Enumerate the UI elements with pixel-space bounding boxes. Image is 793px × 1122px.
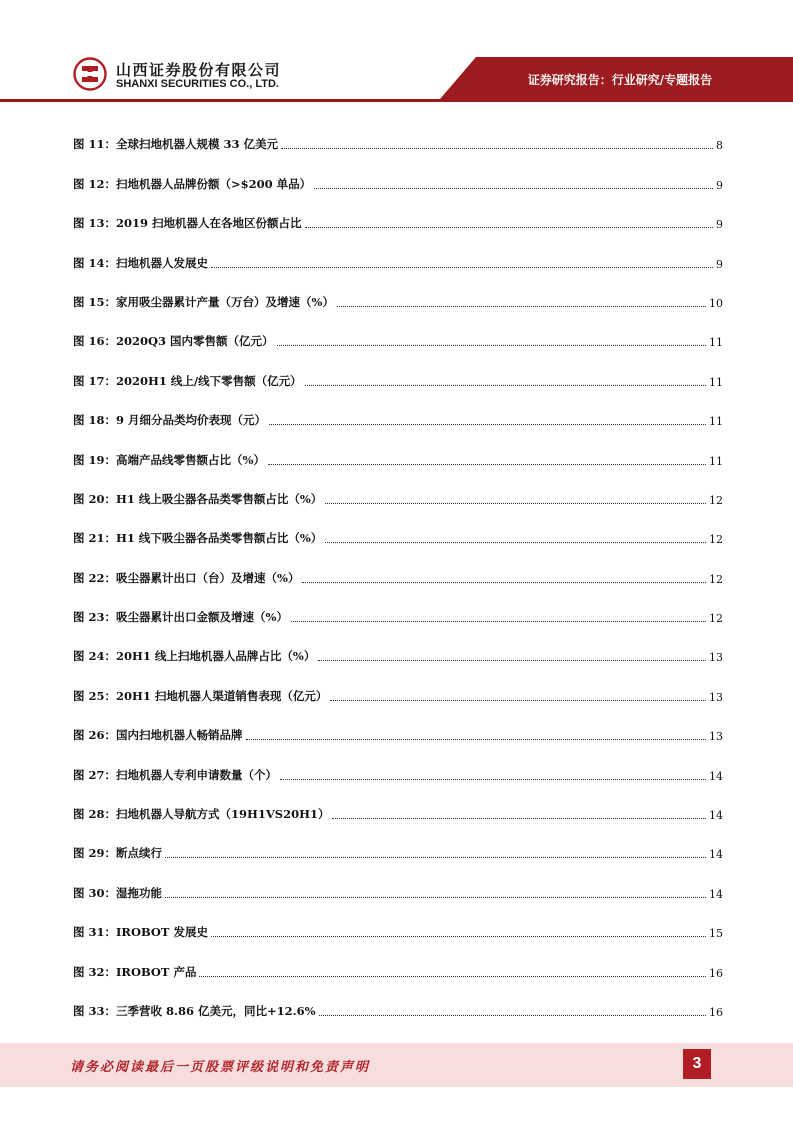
figure-label: 图 18： xyxy=(73,413,117,428)
dot-leader xyxy=(305,226,713,228)
dot-leader xyxy=(319,1014,706,1016)
toc-row[interactable] xyxy=(73,271,723,310)
toc-row[interactable] xyxy=(73,783,723,822)
figure-label: 图 24： xyxy=(73,649,117,664)
figure-page-number: 9 xyxy=(716,218,723,232)
toc-row[interactable] xyxy=(73,231,723,270)
figure-label: 图 11： xyxy=(73,137,117,152)
dot-leader xyxy=(305,384,706,386)
figure-page-number: 12 xyxy=(709,572,723,586)
figure-page-number: 13 xyxy=(709,651,723,665)
toc-row[interactable] xyxy=(73,113,723,152)
figure-page-number: 12 xyxy=(709,612,723,626)
toc-row[interactable] xyxy=(73,468,723,507)
toc-row[interactable] xyxy=(73,861,723,900)
figure-page-number: 12 xyxy=(709,533,723,547)
dot-leader xyxy=(246,738,706,740)
figure-label: 图 13： xyxy=(73,216,117,231)
figure-page-number: 11 xyxy=(709,336,723,350)
dot-leader xyxy=(302,581,706,583)
figure-title: 2019 扫地机器人在各地区份额占比 xyxy=(116,216,302,231)
toc-row[interactable] xyxy=(73,901,723,940)
figure-label: 图 20： xyxy=(73,491,117,506)
figure-page-number: 14 xyxy=(709,809,723,823)
figure-title: 国内扫地机器人畅销品牌 xyxy=(116,728,243,743)
figure-title: 2020Q3 国内零售额（亿元） xyxy=(116,334,274,349)
figure-title: 断点续行 xyxy=(116,846,163,861)
figure-label: 图 33： xyxy=(73,1003,117,1018)
figure-page-number: 14 xyxy=(709,769,723,783)
dot-leader xyxy=(332,817,706,819)
page-header xyxy=(0,0,793,106)
page-number: 3 xyxy=(683,1049,711,1079)
figure-page-number: 11 xyxy=(709,415,723,429)
figure-index-list xyxy=(73,113,723,1019)
figure-page-number: 13 xyxy=(709,690,723,704)
dot-leader xyxy=(330,699,706,701)
dot-leader xyxy=(211,266,713,268)
figure-title: 9 月细分品类均价表现（元） xyxy=(116,413,267,428)
figure-title: 全球扫地机器人规模 33 亿美元 xyxy=(116,137,279,152)
figure-page-number: 14 xyxy=(709,848,723,862)
figure-label: 图 25： xyxy=(73,688,117,703)
toc-row[interactable] xyxy=(73,389,723,428)
company-name-cn: 山西证券股份有限公司 xyxy=(116,61,282,79)
figure-page-number: 14 xyxy=(709,887,723,901)
toc-row[interactable] xyxy=(73,192,723,231)
figure-label: 图 26： xyxy=(73,728,117,743)
figure-label: 图 32： xyxy=(73,964,117,979)
dot-leader xyxy=(337,305,706,307)
dot-leader xyxy=(211,935,706,937)
toc-row[interactable] xyxy=(73,349,723,388)
toc-row[interactable] xyxy=(73,980,723,1019)
figure-page-number: 16 xyxy=(709,1005,723,1019)
figure-title: IROBOT 发展史 xyxy=(116,925,208,940)
figure-page-number: 12 xyxy=(709,493,723,507)
figure-title: 高端产品线零售额占比（%） xyxy=(116,452,265,467)
toc-row[interactable] xyxy=(73,428,723,467)
figure-label: 图 14： xyxy=(73,255,117,270)
toc-row[interactable] xyxy=(73,586,723,625)
figure-label: 图 19： xyxy=(73,452,117,467)
dot-leader xyxy=(314,187,713,189)
disclaimer-text: 请务必阅读最后一页股票评级说明和免责声明 xyxy=(70,1060,371,1075)
dot-leader xyxy=(280,778,706,780)
figure-title: 20H1 扫地机器人渠道销售表现（亿元） xyxy=(116,688,328,703)
toc-row[interactable] xyxy=(73,546,723,585)
figure-title: 吸尘器累计出口（台）及增速（%） xyxy=(116,570,300,585)
figure-label: 图 16： xyxy=(73,334,117,349)
figure-page-number: 9 xyxy=(716,178,723,192)
figure-page-number: 13 xyxy=(709,730,723,744)
figure-title: 三季营收 8.86 亿美元，同比+12.6% xyxy=(116,1003,316,1018)
figure-label: 图 15： xyxy=(73,294,117,309)
figure-page-number: 11 xyxy=(709,454,723,468)
figure-title: H1 线上吸尘器各品类零售额占比（%） xyxy=(116,491,323,506)
figure-title: 20H1 线上扫地机器人品牌占比（%） xyxy=(116,649,316,664)
toc-row[interactable] xyxy=(73,940,723,979)
dot-leader xyxy=(325,502,706,504)
figure-label: 图 21： xyxy=(73,531,117,546)
figure-label: 图 17： xyxy=(73,373,117,388)
figure-label: 图 12： xyxy=(73,176,117,191)
dot-leader xyxy=(291,620,706,622)
figure-page-number: 9 xyxy=(716,257,723,271)
figure-title: 2020H1 线上/线下零售额（亿元） xyxy=(116,373,302,388)
company-logo-icon xyxy=(73,57,107,91)
dot-leader xyxy=(281,147,713,149)
figure-title: 扫地机器人发展史 xyxy=(116,255,209,270)
figure-title: H1 线下吸尘器各品类零售额占比（%） xyxy=(116,531,323,546)
figure-label: 图 30： xyxy=(73,885,117,900)
dot-leader xyxy=(325,541,706,543)
toc-row[interactable] xyxy=(73,152,723,191)
header-rule xyxy=(0,99,793,102)
figure-title: IROBOT 产品 xyxy=(116,964,197,979)
figure-page-number: 11 xyxy=(709,375,723,389)
dot-leader xyxy=(165,896,706,898)
dot-leader xyxy=(269,423,706,425)
figure-title: 湿拖功能 xyxy=(116,885,163,900)
toc-row[interactable] xyxy=(73,664,723,703)
dot-leader xyxy=(318,659,706,661)
figure-label: 图 28： xyxy=(73,807,117,822)
dot-leader xyxy=(277,344,706,346)
figure-page-number: 16 xyxy=(709,966,723,980)
figure-label: 图 31： xyxy=(73,925,117,940)
toc-row[interactable] xyxy=(73,822,723,861)
toc-row[interactable] xyxy=(73,743,723,782)
figure-label: 图 29： xyxy=(73,846,117,861)
figure-page-number: 10 xyxy=(709,296,723,310)
dot-leader xyxy=(199,975,706,977)
report-type-title: 证券研究报告：行业研究/专题报告 xyxy=(527,73,713,87)
dot-leader xyxy=(165,856,706,858)
figure-title: 家用吸尘器累计产量（万台）及增速（%） xyxy=(116,294,334,309)
figure-title: 扫地机器人专利申请数量（个） xyxy=(116,767,278,782)
toc-row[interactable] xyxy=(73,310,723,349)
toc-row[interactable] xyxy=(73,704,723,743)
figure-label: 图 22： xyxy=(73,570,117,585)
page-footer xyxy=(0,1043,793,1087)
figure-page-number: 8 xyxy=(716,139,723,153)
toc-row[interactable] xyxy=(73,625,723,664)
figure-title: 扫地机器人导航方式（19H1VS20H1） xyxy=(116,807,330,822)
dot-leader xyxy=(268,463,706,465)
figure-page-number: 15 xyxy=(709,927,723,941)
company-name-en: SHANXI SECURITIES CO., LTD. xyxy=(116,78,279,90)
figure-label: 图 27： xyxy=(73,767,117,782)
toc-row[interactable] xyxy=(73,507,723,546)
figure-label: 图 23： xyxy=(73,610,117,625)
figure-title: 扫地机器人品牌份额（>$200 单品） xyxy=(116,176,312,191)
figure-title: 吸尘器累计出口金额及增速（%） xyxy=(116,610,288,625)
